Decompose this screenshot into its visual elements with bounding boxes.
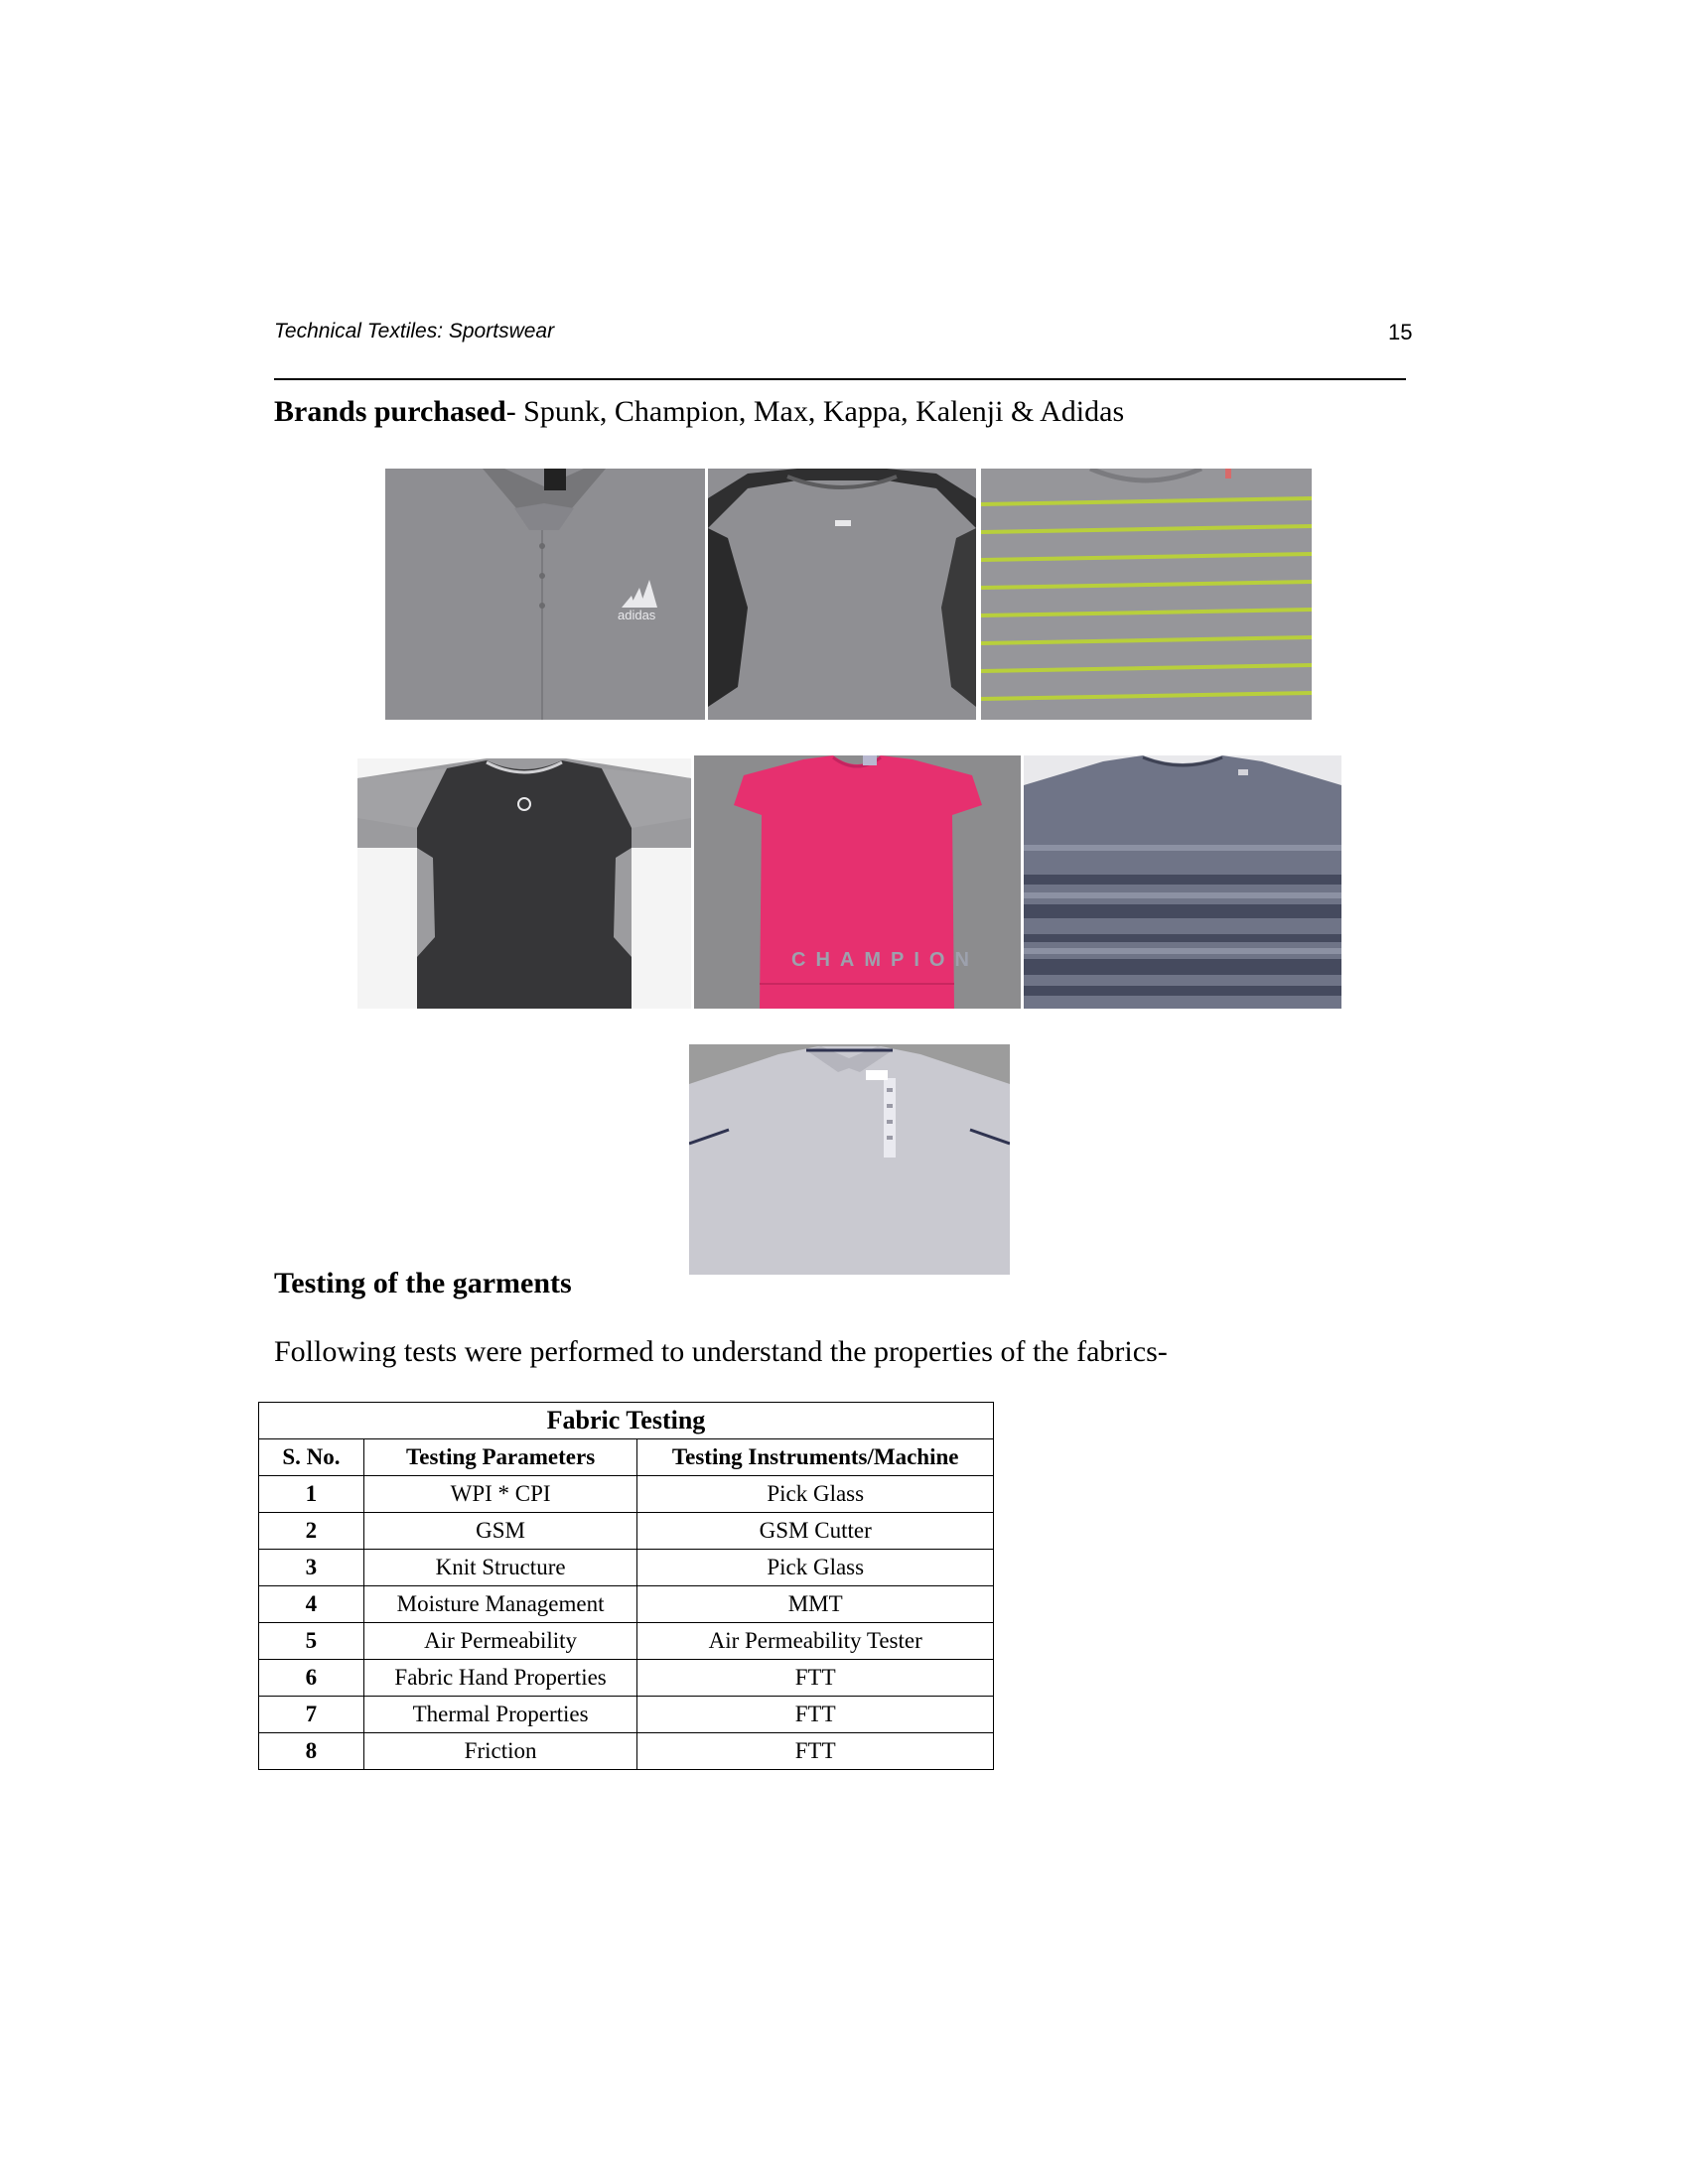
row-sno: 7	[259, 1697, 364, 1733]
table-row	[259, 1586, 994, 1623]
blue-grey-striped-tshirt-photo	[1024, 755, 1341, 1009]
row-sno: 1	[259, 1476, 364, 1513]
row-instrument: FTT	[637, 1660, 994, 1697]
brands-purchased-line	[274, 395, 1124, 429]
table-title: Fabric Testing	[259, 1403, 994, 1439]
row-sno: 8	[259, 1733, 364, 1770]
row-instrument: FTT	[637, 1733, 994, 1770]
row-instrument: Air Permeability Tester	[637, 1623, 994, 1660]
row-parameter: Knit Structure	[363, 1550, 637, 1586]
grey-tshirt-yellow-stripes-photo	[981, 469, 1312, 720]
table-row	[259, 1660, 994, 1697]
table-row	[259, 1476, 994, 1513]
black-grey-tshirt-photo	[357, 758, 691, 1009]
header-divider	[274, 378, 1406, 380]
row-instrument: FTT	[637, 1697, 994, 1733]
row-parameter: GSM	[363, 1513, 637, 1550]
row-parameter: WPI * CPI	[363, 1476, 637, 1513]
row-sno: 6	[259, 1660, 364, 1697]
table-row	[259, 1697, 994, 1733]
page-number: 15	[1388, 320, 1413, 344]
row-parameter: Thermal Properties	[363, 1697, 637, 1733]
fabric-testing-table	[258, 1402, 994, 1770]
champion-logo-text: CHAMPION	[791, 949, 979, 971]
section-intro: Following tests were performed to understand the properties of the fabrics-	[274, 1335, 1168, 1368]
row-instrument: Pick Glass	[637, 1476, 994, 1513]
row-instrument: GSM Cutter	[637, 1513, 994, 1550]
table-row	[259, 1550, 994, 1586]
table-header-row	[259, 1439, 994, 1476]
row-parameter: Friction	[363, 1733, 637, 1770]
column-header-sno: S. No.	[259, 1439, 364, 1476]
brands-label: Brands purchased	[274, 395, 506, 428]
brands-list: - Spunk, Champion, Max, Kappa, Kalenji & Adidas	[505, 395, 1125, 428]
running-header-title: Technical Textiles: Sportswear	[274, 320, 555, 342]
section-heading: Testing of the garments	[274, 1267, 572, 1299]
table-row	[259, 1623, 994, 1660]
pink-tshirt-champion-photo	[694, 755, 1021, 1009]
row-parameter: Moisture Management	[363, 1586, 637, 1623]
row-instrument: MMT	[637, 1586, 994, 1623]
row-instrument: Pick Glass	[637, 1550, 994, 1586]
column-header-parameter: Testing Parameters	[363, 1439, 637, 1476]
grey-polo-shirt-adidas-photo	[385, 469, 705, 720]
row-sno: 2	[259, 1513, 364, 1550]
row-sno: 3	[259, 1550, 364, 1586]
row-sno: 5	[259, 1623, 364, 1660]
row-parameter: Fabric Hand Properties	[363, 1660, 637, 1697]
column-header-instrument: Testing Instruments/Machine	[637, 1439, 994, 1476]
grey-tshirt-black-panels-photo	[708, 469, 976, 720]
table-title-row	[259, 1403, 994, 1439]
table-row	[259, 1733, 994, 1770]
row-parameter: Air Permeability	[363, 1623, 637, 1660]
row-sno: 4	[259, 1586, 364, 1623]
table-row	[259, 1513, 994, 1550]
light-grey-polo-shirt-photo	[689, 1044, 1010, 1275]
adidas-logo-text: adidas	[618, 608, 656, 622]
